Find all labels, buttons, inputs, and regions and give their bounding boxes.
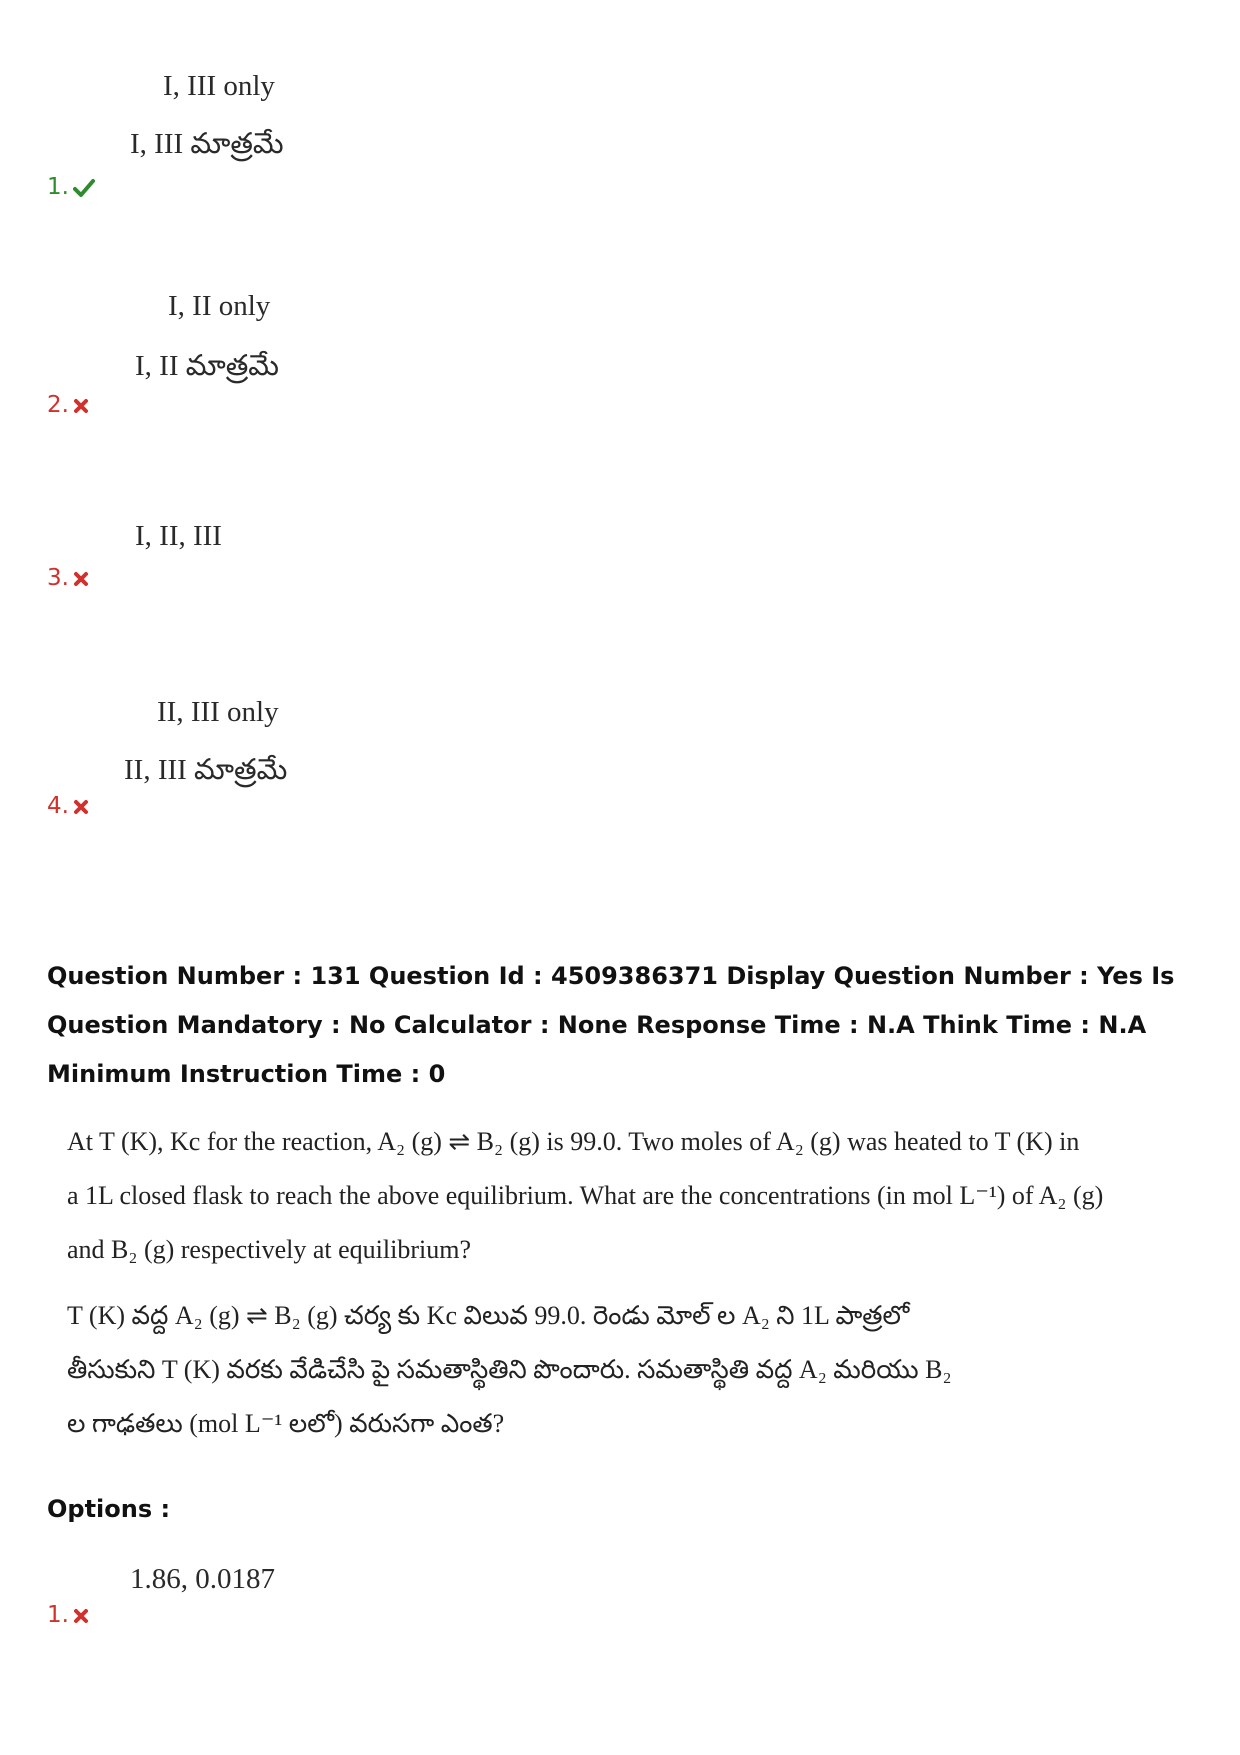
question-metadata: Question Number : 131 Question Id : 4509386371 Display Question Number : Yes Is Question Mandatory : No Calculator : None Response Time : N.A Think Time : N.A Minimum Instruction Time : 0 [47, 962, 1175, 1088]
option-text: 1.86, 0.0187 [130, 1563, 275, 1595]
option-marker [47, 795, 89, 818]
question-line-te: తీసుకుని T (K) వరకు వేడిచేసి పై సమతాస్థితిని పొందారు. సమతాస్థితి వద్ద A₂ మరియు B₂ [67, 1355, 952, 1384]
option-number: 1. [47, 174, 69, 200]
question-line-en: a 1L closed flask to reach the above equilibrium. What are the concentrations (in mol L⁻¹) of A₂ (g) [67, 1181, 1104, 1210]
question-text [67, 1115, 1104, 1451]
option-text-en: I, II only [168, 290, 271, 322]
question-line-en: At T (K), Kc for the reaction, A₂ (g) ⇌ B₂ (g) is 99.0. Two moles of A₂ (g) was heated to T (K) in [67, 1127, 1080, 1156]
question-line-te: ల గాఢతలు (mol L⁻¹ లలో) వరుసగా ఎంత? [67, 1409, 505, 1438]
option-marker [47, 394, 89, 417]
option-text-te: I, III మాత్రమే [130, 128, 284, 160]
cross-icon [73, 571, 89, 587]
option-text-en: II, III only [157, 696, 279, 728]
option-number: 1. [47, 1602, 69, 1628]
option-number: 4. [47, 793, 69, 819]
cross-icon [73, 398, 89, 414]
cross-icon [73, 1608, 89, 1624]
question-line-te: T (K) వద్ద A₂ (g) ⇌ B₂ (g) చర్య కు Kc విలువ 99.0. రెండు మోల్ ల A₂ ని 1L పాత్రలో [67, 1301, 910, 1330]
option-text-te: II, III మాత్రమే [124, 754, 288, 786]
option-number: 3. [47, 565, 69, 591]
options-heading: Options : [47, 1495, 171, 1523]
checkmark-icon [73, 178, 95, 198]
option-text-en: I, II, III [135, 520, 222, 552]
question-line-en: and B₂ (g) respectively at equilibrium? [67, 1235, 471, 1264]
option-marker [47, 567, 89, 590]
option-marker [47, 176, 95, 199]
option-text-en: I, III only [163, 70, 275, 102]
option-number: 2. [47, 392, 69, 418]
cross-icon [73, 799, 89, 815]
option-text-te: I, II మాత్రమే [135, 350, 279, 382]
option-marker [47, 1604, 89, 1627]
